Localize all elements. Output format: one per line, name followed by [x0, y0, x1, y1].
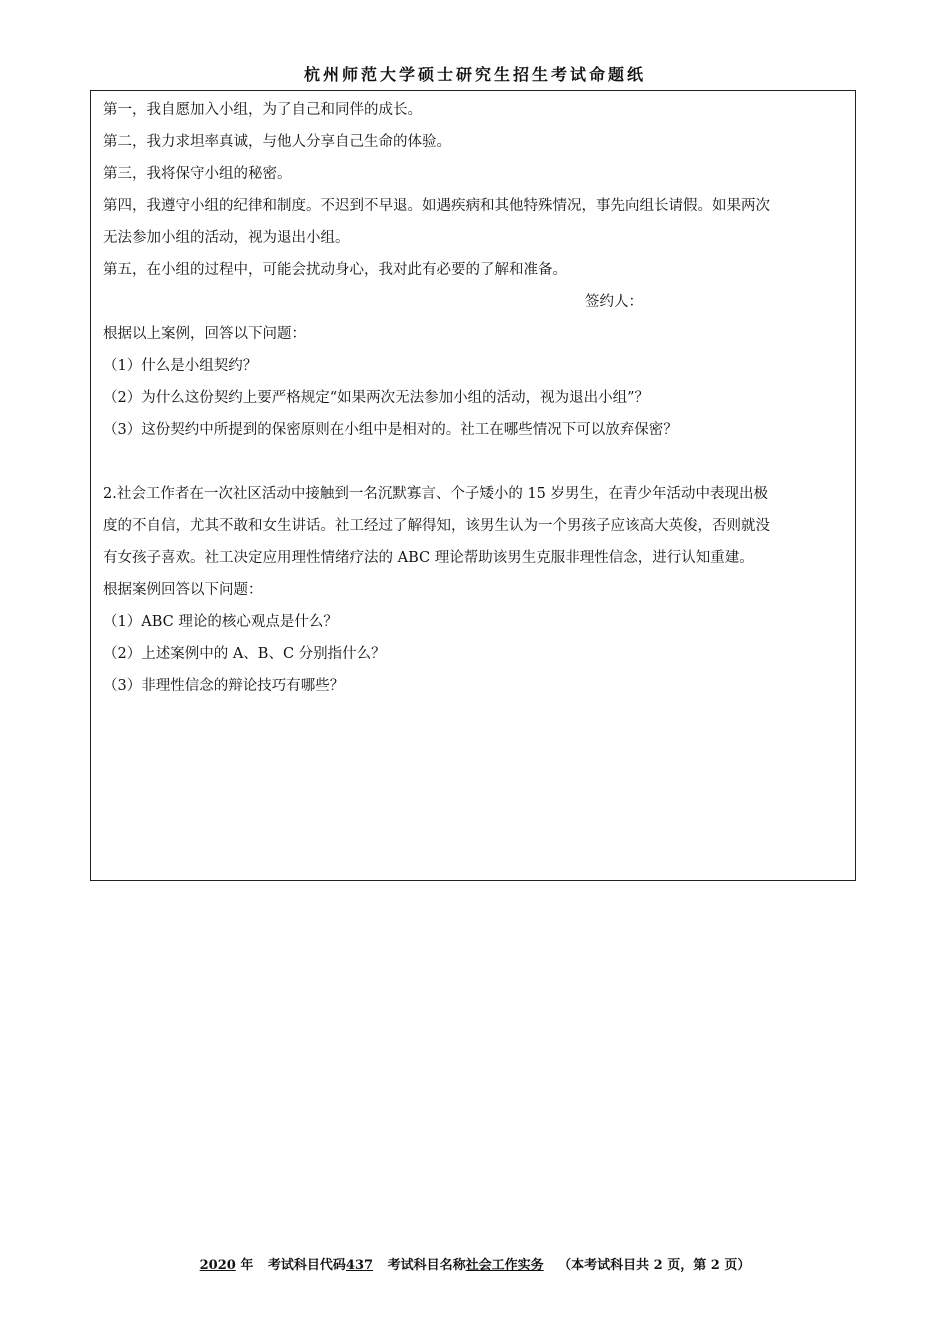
question1-prompt: 根据以上案例，回答以下问题： [103, 326, 306, 342]
question2-case-line-2: 度的不自信，尤其不敢和女生讲话。社工经过了解得知，该男生认为一个男孩子应该高大英俊，否则就没 [103, 518, 770, 534]
question2-sub-3: （3）非理性信念的辩论技巧有哪些？ [103, 678, 345, 694]
contract-item-5: 第五，在小组的过程中，可能会扰动身心，我对此有必要的了解和准备。 [103, 262, 567, 278]
question1-sub-1: （1）什么是小组契约？ [103, 358, 258, 374]
contract-item-4: 第四，我遵守小组的纪律和制度。不迟到不早退。如遇疾病和其他特殊情况，事先向组长请假。如果两次 [103, 198, 770, 214]
contract-item-1: 第一，我自愿加入小组，为了自己和同伴的成长。 [103, 102, 422, 118]
footer-year-suffix: 年 [240, 1258, 254, 1273]
question1-sub-3: （3）这份契约中所提到的保密原则在小组中是相对的。社工在哪些情况下可以放弃保密？ [103, 422, 678, 438]
footer-code-label: 考试科目代码 [267, 1258, 346, 1273]
footer-page-info: （本考试科目共 2 页，第 2 页） [558, 1258, 751, 1273]
question2-prompt: 根据案例回答以下问题： [103, 582, 263, 598]
signature-label: 签约人： [585, 294, 643, 310]
contract-item-2: 第二，我力求坦率真诚，与他人分享自己生命的体验。 [103, 134, 451, 150]
question2-sub-2: （2）上述案例中的 A、B、C 分别指什么？ [103, 646, 386, 662]
question2-case-line-1: 2.社会工作者在一次社区活动中接触到一名沉默寡言、个子矮小的 15 岁男生，在青少年活动中表现出极 [103, 486, 768, 502]
footer-year: 2020 [199, 1258, 236, 1273]
footer-subject-name: 社会工作实务 [465, 1258, 544, 1273]
contract-item-4-continued: 无法参加小组的活动，视为退出小组。 [103, 230, 350, 246]
page-footer [0, 1257, 950, 1275]
contract-item-3: 第三，我将保守小组的秘密。 [103, 166, 292, 182]
footer-name-label: 考试科目名称 [387, 1258, 466, 1273]
question2-case-line-3: 有女孩子喜欢。社工决定应用理性情绪疗法的 ABC 理论帮助该男生克服非理性信念，进行认知重建。 [103, 550, 754, 566]
question-content-box [90, 90, 856, 881]
page-title: 杭州师范大学硕士研究生招生考试命题纸 [303, 65, 646, 84]
question1-sub-2: （2）为什么这份契约上要严格规定“如果两次无法参加小组的活动，视为退出小组”？ [103, 390, 650, 406]
footer-subject-code: 437 [345, 1258, 374, 1273]
question2-sub-1: （1）ABC 理论的核心观点是什么？ [103, 614, 338, 630]
